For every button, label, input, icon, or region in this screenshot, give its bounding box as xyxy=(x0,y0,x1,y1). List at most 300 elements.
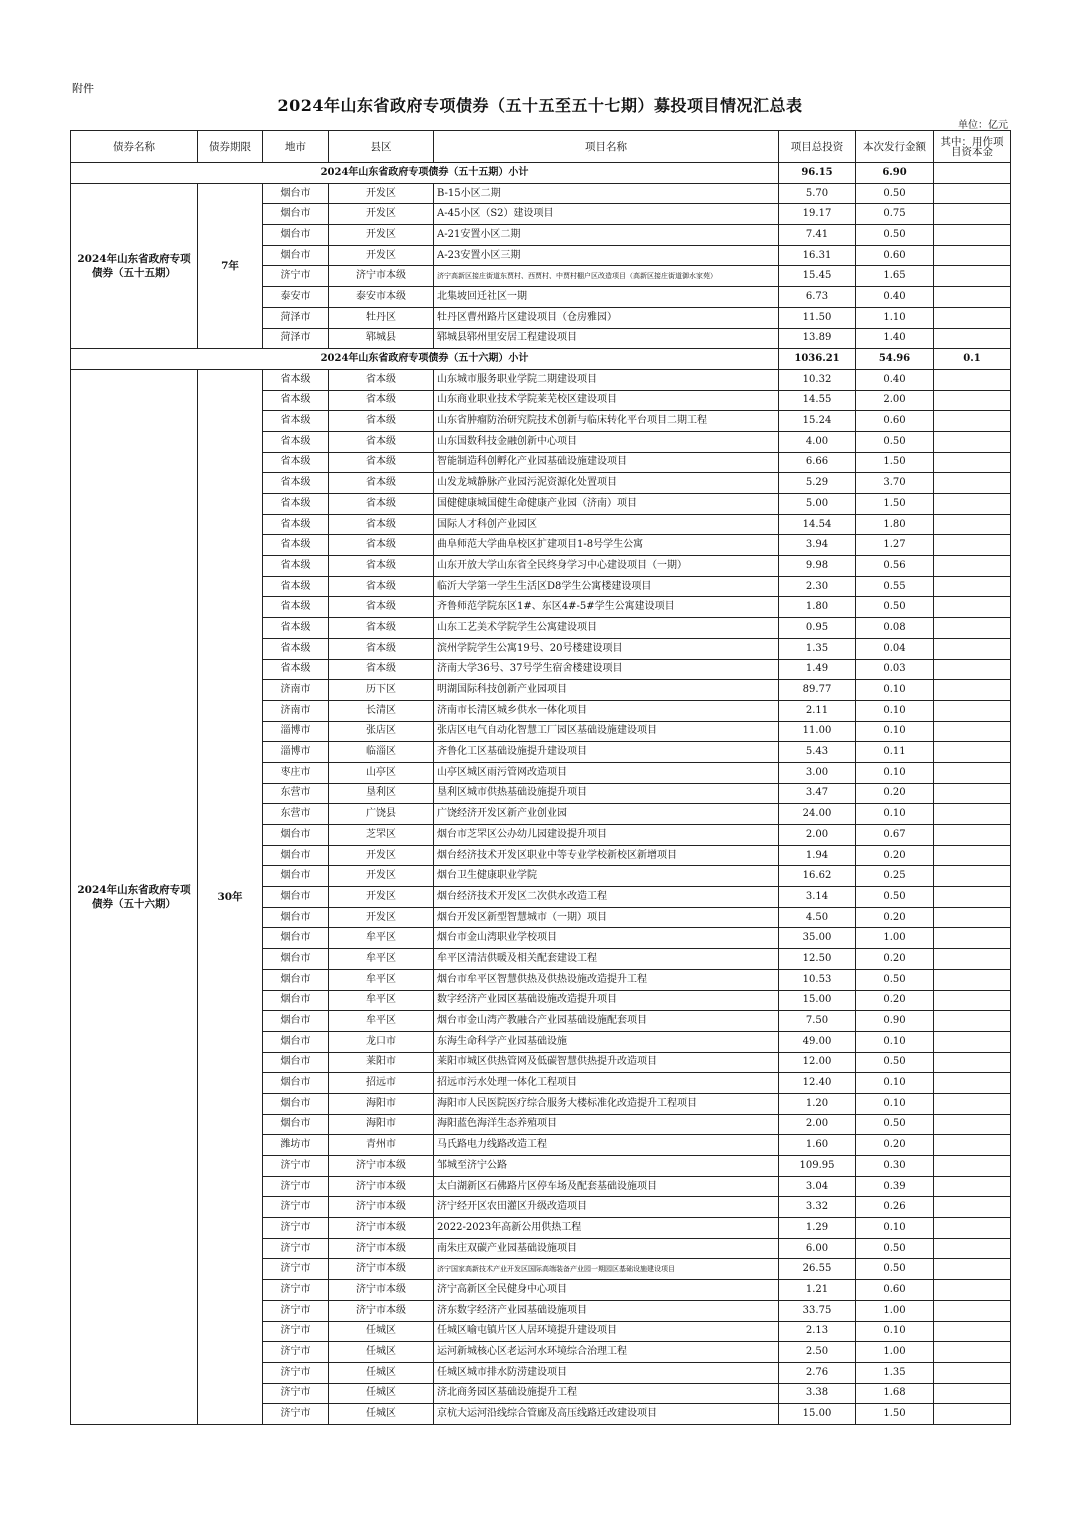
city-cell: 省本级 xyxy=(263,576,329,597)
project-name-cell: 海阳市人民医院医疗综合服务大楼标准化改造提升工程项目 xyxy=(434,1093,779,1114)
subtotal-row xyxy=(71,349,1011,370)
district-cell: 莱阳市 xyxy=(329,1052,434,1073)
issue-amount-cell: 1.40 xyxy=(856,328,934,349)
issue-amount-cell: 0.50 xyxy=(856,431,934,452)
district-cell: 山亭区 xyxy=(329,762,434,783)
city-cell: 东营市 xyxy=(263,804,329,825)
district-cell: 省本级 xyxy=(329,535,434,556)
capital-cell xyxy=(934,721,1011,742)
capital-cell xyxy=(934,1342,1011,1363)
capital-cell xyxy=(934,804,1011,825)
issue-amount-cell: 0.50 xyxy=(856,1114,934,1135)
capital-cell xyxy=(934,411,1011,432)
project-name-cell: A-21安置小区二期 xyxy=(434,225,779,246)
total-investment-cell: 3.14 xyxy=(779,887,856,908)
total-investment-cell: 3.32 xyxy=(779,1197,856,1218)
subtotal-row xyxy=(71,163,1011,184)
city-cell: 烟台市 xyxy=(263,969,329,990)
issue-amount-cell: 0.10 xyxy=(856,762,934,783)
capital-cell xyxy=(934,535,1011,556)
total-investment-cell: 3.00 xyxy=(779,762,856,783)
project-name-cell: 牡丹区曹州路片区建设项目（仓房雅园） xyxy=(434,307,779,328)
subtotal-total: 96.15 xyxy=(779,163,856,184)
district-cell: 长清区 xyxy=(329,700,434,721)
issue-amount-cell: 0.39 xyxy=(856,1176,934,1197)
total-investment-cell: 14.54 xyxy=(779,514,856,535)
issue-amount-cell: 0.20 xyxy=(856,949,934,970)
city-cell: 省本级 xyxy=(263,535,329,556)
total-investment-cell: 35.00 xyxy=(779,928,856,949)
district-cell: 开发区 xyxy=(329,907,434,928)
total-investment-cell: 6.00 xyxy=(779,1238,856,1259)
project-name-cell: 运河新城核心区老运河水环境综合治理工程 xyxy=(434,1342,779,1363)
project-name-cell: 山亭区城区雨污管网改造项目 xyxy=(434,762,779,783)
subtotal-capital xyxy=(934,163,1011,184)
project-name-cell: 烟台卫生健康职业学院 xyxy=(434,866,779,887)
total-investment-cell: 89.77 xyxy=(779,680,856,701)
district-cell: 海阳市 xyxy=(329,1093,434,1114)
capital-cell xyxy=(934,1383,1011,1404)
city-cell: 省本级 xyxy=(263,659,329,680)
total-investment-cell: 5.70 xyxy=(779,183,856,204)
capital-cell xyxy=(934,576,1011,597)
city-cell: 省本级 xyxy=(263,411,329,432)
project-name-cell: 山东开放大学山东省全民终身学习中心建设项目（一期） xyxy=(434,556,779,577)
city-cell: 省本级 xyxy=(263,473,329,494)
project-name-cell: 牟平区清洁供暖及相关配套建设工程 xyxy=(434,949,779,970)
capital-cell xyxy=(934,638,1011,659)
total-investment-cell: 3.94 xyxy=(779,535,856,556)
project-name-cell: 济宁高新区接庄街道东贾村、西贾村、中贾村棚户区改造项目（高新区接庄街道御水家苑） xyxy=(434,266,779,287)
issue-amount-cell: 0.90 xyxy=(856,1011,934,1032)
total-investment-cell: 4.50 xyxy=(779,907,856,928)
total-investment-cell: 1.49 xyxy=(779,659,856,680)
city-cell: 省本级 xyxy=(263,494,329,515)
header-district: 县区 xyxy=(329,131,434,163)
project-name-cell: 南朱庄双碳产业园基础设施项目 xyxy=(434,1238,779,1259)
city-cell: 济宁市 xyxy=(263,1383,329,1404)
project-name-cell: 招远市污水处理一体化工程项目 xyxy=(434,1073,779,1094)
project-summary-table xyxy=(70,130,1011,1425)
issue-amount-cell: 0.40 xyxy=(856,369,934,390)
project-name-cell: 任城区喻屯镇片区人居环境提升建设项目 xyxy=(434,1321,779,1342)
city-cell: 烟台市 xyxy=(263,990,329,1011)
issue-amount-cell: 1.50 xyxy=(856,1404,934,1425)
project-name-cell: 数字经济产业园区基础设施改造提升项目 xyxy=(434,990,779,1011)
project-name-cell: 齐鲁化工区基础设施提升建设项目 xyxy=(434,742,779,763)
district-cell: 任城区 xyxy=(329,1321,434,1342)
city-cell: 烟台市 xyxy=(263,845,329,866)
city-cell: 济宁市 xyxy=(263,266,329,287)
district-cell: 牟平区 xyxy=(329,969,434,990)
capital-cell xyxy=(934,825,1011,846)
project-name-cell: 垦利区城市供热基础设施提升项目 xyxy=(434,783,779,804)
issue-amount-cell: 1.50 xyxy=(856,452,934,473)
city-cell: 济宁市 xyxy=(263,1218,329,1239)
issue-amount-cell: 0.04 xyxy=(856,638,934,659)
bond-name-cell: 2024年山东省政府专项债券（五十五期） xyxy=(71,183,198,349)
capital-cell xyxy=(934,1197,1011,1218)
project-name-cell: 济南大学36号、37号学生宿舍楼建设项目 xyxy=(434,659,779,680)
total-investment-cell: 10.32 xyxy=(779,369,856,390)
project-name-cell: 太白湖新区石佛路片区停车场及配套基础设施项目 xyxy=(434,1176,779,1197)
issue-amount-cell: 3.70 xyxy=(856,473,934,494)
total-investment-cell: 9.98 xyxy=(779,556,856,577)
city-cell: 济宁市 xyxy=(263,1404,329,1425)
capital-cell xyxy=(934,928,1011,949)
total-investment-cell: 12.50 xyxy=(779,949,856,970)
city-cell: 济宁市 xyxy=(263,1259,329,1280)
district-cell: 省本级 xyxy=(329,431,434,452)
capital-cell xyxy=(934,245,1011,266)
city-cell: 烟台市 xyxy=(263,866,329,887)
city-cell: 菏泽市 xyxy=(263,307,329,328)
city-cell: 烟台市 xyxy=(263,907,329,928)
total-investment-cell: 3.38 xyxy=(779,1383,856,1404)
city-cell: 烟台市 xyxy=(263,949,329,970)
issue-amount-cell: 0.10 xyxy=(856,680,934,701)
city-cell: 省本级 xyxy=(263,452,329,473)
capital-cell xyxy=(934,1238,1011,1259)
capital-cell xyxy=(934,1321,1011,1342)
project-name-cell: B-15小区二期 xyxy=(434,183,779,204)
total-investment-cell: 2.00 xyxy=(779,825,856,846)
city-cell: 淄博市 xyxy=(263,721,329,742)
total-investment-cell: 12.00 xyxy=(779,1052,856,1073)
total-investment-cell: 1.35 xyxy=(779,638,856,659)
header-term: 债券期限 xyxy=(198,131,263,163)
total-investment-cell: 16.62 xyxy=(779,866,856,887)
total-investment-cell: 1.29 xyxy=(779,1218,856,1239)
district-cell: 济宁市本级 xyxy=(329,1259,434,1280)
total-investment-cell: 1.20 xyxy=(779,1093,856,1114)
total-investment-cell: 19.17 xyxy=(779,204,856,225)
district-cell: 郓城县 xyxy=(329,328,434,349)
issue-amount-cell: 0.50 xyxy=(856,225,934,246)
capital-cell xyxy=(934,597,1011,618)
issue-amount-cell: 0.40 xyxy=(856,287,934,308)
issue-amount-cell: 0.50 xyxy=(856,969,934,990)
subtotal-total: 1036.21 xyxy=(779,349,856,370)
issue-amount-cell: 1.35 xyxy=(856,1362,934,1383)
issue-amount-cell: 2.00 xyxy=(856,390,934,411)
capital-cell xyxy=(934,431,1011,452)
project-name-cell: 山发龙城静脉产业园污泥资源化处置项目 xyxy=(434,473,779,494)
project-name-cell: 任城区城市排水防涝建设项目 xyxy=(434,1362,779,1383)
subtotal-capital: 0.1 xyxy=(934,349,1011,370)
subtotal-label: 2024年山东省政府专项债券（五十六期）小计 xyxy=(71,349,779,370)
subtotal-issued: 54.96 xyxy=(856,349,934,370)
issue-amount-cell: 0.25 xyxy=(856,866,934,887)
city-cell: 烟台市 xyxy=(263,1031,329,1052)
issue-amount-cell: 0.60 xyxy=(856,411,934,432)
capital-cell xyxy=(934,266,1011,287)
district-cell: 广饶县 xyxy=(329,804,434,825)
capital-cell xyxy=(934,494,1011,515)
total-investment-cell: 7.41 xyxy=(779,225,856,246)
header-bond-name: 债券名称 xyxy=(71,131,198,163)
issue-amount-cell: 0.10 xyxy=(856,804,934,825)
subtotal-issued: 6.90 xyxy=(856,163,934,184)
project-name-cell: 烟台开发区新型智慧城市（一期）项目 xyxy=(434,907,779,928)
city-cell: 烟台市 xyxy=(263,1114,329,1135)
district-cell: 牟平区 xyxy=(329,990,434,1011)
district-cell: 任城区 xyxy=(329,1362,434,1383)
capital-cell xyxy=(934,1176,1011,1197)
city-cell: 烟台市 xyxy=(263,825,329,846)
district-cell: 济宁市本级 xyxy=(329,1197,434,1218)
total-investment-cell: 3.47 xyxy=(779,783,856,804)
city-cell: 济宁市 xyxy=(263,1300,329,1321)
issue-amount-cell: 0.20 xyxy=(856,990,934,1011)
issue-amount-cell: 0.60 xyxy=(856,245,934,266)
district-cell: 省本级 xyxy=(329,659,434,680)
project-name-cell: 山东工艺美术学院学生公寓建设项目 xyxy=(434,618,779,639)
district-cell: 历下区 xyxy=(329,680,434,701)
project-name-cell: 烟台市金山湾职业学校项目 xyxy=(434,928,779,949)
project-name-cell: 济北商务园区基础设施提升工程 xyxy=(434,1383,779,1404)
project-name-cell: 郓城县郓州里安居工程建设项目 xyxy=(434,328,779,349)
city-cell: 烟台市 xyxy=(263,204,329,225)
capital-cell xyxy=(934,887,1011,908)
district-cell: 省本级 xyxy=(329,494,434,515)
capital-cell xyxy=(934,1093,1011,1114)
city-cell: 东营市 xyxy=(263,783,329,804)
district-cell: 青州市 xyxy=(329,1135,434,1156)
district-cell: 济宁市本级 xyxy=(329,1218,434,1239)
district-cell: 张店区 xyxy=(329,721,434,742)
project-name-cell: 京杭大运河沿线综合管廊及高压线路迁改建设项目 xyxy=(434,1404,779,1425)
total-investment-cell: 26.55 xyxy=(779,1259,856,1280)
project-name-cell: A-45小区（S2）建设项目 xyxy=(434,204,779,225)
issue-amount-cell: 0.10 xyxy=(856,1218,934,1239)
capital-cell xyxy=(934,700,1011,721)
district-cell: 省本级 xyxy=(329,390,434,411)
total-investment-cell: 2.13 xyxy=(779,1321,856,1342)
issue-amount-cell: 0.50 xyxy=(856,1052,934,1073)
project-name-cell: 烟台经济技术开发区职业中等专业学校新校区新增项目 xyxy=(434,845,779,866)
page-title: 2024年山东省政府专项债券（五十五至五十七期）募投项目情况汇总表 xyxy=(277,96,803,115)
issue-amount-cell: 0.10 xyxy=(856,1073,934,1094)
capital-cell xyxy=(934,307,1011,328)
issue-amount-cell: 0.50 xyxy=(856,597,934,618)
capital-cell xyxy=(934,225,1011,246)
issue-amount-cell: 0.55 xyxy=(856,576,934,597)
project-name-cell: 智能制造科创孵化产业园基础设施建设项目 xyxy=(434,452,779,473)
issue-amount-cell: 0.56 xyxy=(856,556,934,577)
capital-cell xyxy=(934,1135,1011,1156)
city-cell: 省本级 xyxy=(263,638,329,659)
total-investment-cell: 4.00 xyxy=(779,431,856,452)
district-cell: 济宁市本级 xyxy=(329,1176,434,1197)
project-name-cell: 山东城市服务职业学院二期建设项目 xyxy=(434,369,779,390)
district-cell: 省本级 xyxy=(329,597,434,618)
district-cell: 省本级 xyxy=(329,473,434,494)
total-investment-cell: 109.95 xyxy=(779,1156,856,1177)
project-name-cell: 广饶经济开发区新产业创业园 xyxy=(434,804,779,825)
capital-cell xyxy=(934,866,1011,887)
header-capital: 其中：用作项目资本金 xyxy=(934,131,1011,163)
issue-amount-cell: 0.50 xyxy=(856,1259,934,1280)
city-cell: 烟台市 xyxy=(263,1073,329,1094)
total-investment-cell: 5.43 xyxy=(779,742,856,763)
total-investment-cell: 3.04 xyxy=(779,1176,856,1197)
project-name-cell: 明湖国际科技创新产业园项目 xyxy=(434,680,779,701)
district-cell: 开发区 xyxy=(329,204,434,225)
table-row xyxy=(71,183,1011,204)
capital-cell xyxy=(934,1404,1011,1425)
district-cell: 省本级 xyxy=(329,618,434,639)
district-cell: 济宁市本级 xyxy=(329,266,434,287)
header-issue-amount: 本次发行金额 xyxy=(856,131,934,163)
district-cell: 省本级 xyxy=(329,411,434,432)
district-cell: 牟平区 xyxy=(329,1011,434,1032)
capital-cell xyxy=(934,1052,1011,1073)
project-name-cell: 邹城至济宁公路 xyxy=(434,1156,779,1177)
capital-cell xyxy=(934,1218,1011,1239)
total-investment-cell: 2.11 xyxy=(779,700,856,721)
city-cell: 济宁市 xyxy=(263,1176,329,1197)
total-investment-cell: 5.00 xyxy=(779,494,856,515)
district-cell: 任城区 xyxy=(329,1404,434,1425)
issue-amount-cell: 0.10 xyxy=(856,721,934,742)
capital-cell xyxy=(934,369,1011,390)
header-total-investment: 项目总投资 xyxy=(779,131,856,163)
issue-amount-cell: 1.68 xyxy=(856,1383,934,1404)
project-name-cell: 莱阳市城区供热管网及低碳智慧供热提升改造项目 xyxy=(434,1052,779,1073)
district-cell: 开发区 xyxy=(329,245,434,266)
total-investment-cell: 1.94 xyxy=(779,845,856,866)
total-investment-cell: 1.60 xyxy=(779,1135,856,1156)
city-cell: 泰安市 xyxy=(263,287,329,308)
capital-cell xyxy=(934,514,1011,535)
city-cell: 烟台市 xyxy=(263,928,329,949)
total-investment-cell: 49.00 xyxy=(779,1031,856,1052)
city-cell: 济南市 xyxy=(263,700,329,721)
issue-amount-cell: 1.50 xyxy=(856,494,934,515)
total-investment-cell: 7.50 xyxy=(779,1011,856,1032)
city-cell: 省本级 xyxy=(263,556,329,577)
capital-cell xyxy=(934,783,1011,804)
capital-cell xyxy=(934,328,1011,349)
project-name-cell: 烟台市金山湾产教融合产业园基础设施配套项目 xyxy=(434,1011,779,1032)
capital-cell xyxy=(934,1073,1011,1094)
issue-amount-cell: 0.10 xyxy=(856,1093,934,1114)
district-cell: 开发区 xyxy=(329,225,434,246)
issue-amount-cell: 0.10 xyxy=(856,700,934,721)
header-project-name: 项目名称 xyxy=(434,131,779,163)
capital-cell xyxy=(934,1362,1011,1383)
project-name-cell: 国际人才科创产业园区 xyxy=(434,514,779,535)
capital-cell xyxy=(934,204,1011,225)
district-cell: 泰安市本级 xyxy=(329,287,434,308)
issue-amount-cell: 0.50 xyxy=(856,1238,934,1259)
table-body xyxy=(71,163,1011,1425)
city-cell: 枣庄市 xyxy=(263,762,329,783)
city-cell: 省本级 xyxy=(263,597,329,618)
total-investment-cell: 11.00 xyxy=(779,721,856,742)
city-cell: 烟台市 xyxy=(263,1052,329,1073)
city-cell: 淄博市 xyxy=(263,742,329,763)
project-name-cell: 国健健康城国健生命健康产业园（济南）项目 xyxy=(434,494,779,515)
issue-amount-cell: 0.60 xyxy=(856,1280,934,1301)
table-row xyxy=(71,369,1011,390)
city-cell: 济宁市 xyxy=(263,1197,329,1218)
total-investment-cell: 0.95 xyxy=(779,618,856,639)
total-investment-cell: 10.53 xyxy=(779,969,856,990)
capital-cell xyxy=(934,907,1011,928)
city-cell: 济宁市 xyxy=(263,1280,329,1301)
capital-cell xyxy=(934,473,1011,494)
total-investment-cell: 11.50 xyxy=(779,307,856,328)
capital-cell xyxy=(934,1300,1011,1321)
issue-amount-cell: 0.75 xyxy=(856,204,934,225)
district-cell: 省本级 xyxy=(329,452,434,473)
project-name-cell: 北集坡回迁社区一期 xyxy=(434,287,779,308)
city-cell: 烟台市 xyxy=(263,1011,329,1032)
capital-cell xyxy=(934,1114,1011,1135)
district-cell: 济宁市本级 xyxy=(329,1280,434,1301)
district-cell: 临淄区 xyxy=(329,742,434,763)
project-name-cell: 烟台经济技术开发区二次供水改造工程 xyxy=(434,887,779,908)
issue-amount-cell: 0.20 xyxy=(856,1135,934,1156)
total-investment-cell: 24.00 xyxy=(779,804,856,825)
project-name-cell: 东海生命科学产业园基础设施 xyxy=(434,1031,779,1052)
district-cell: 开发区 xyxy=(329,845,434,866)
district-cell: 任城区 xyxy=(329,1342,434,1363)
city-cell: 烟台市 xyxy=(263,245,329,266)
issue-amount-cell: 0.20 xyxy=(856,783,934,804)
total-investment-cell: 5.29 xyxy=(779,473,856,494)
capital-cell xyxy=(934,845,1011,866)
project-name-cell: 济宁经开区农田灌区升级改造项目 xyxy=(434,1197,779,1218)
district-cell: 牟平区 xyxy=(329,928,434,949)
issue-amount-cell: 0.20 xyxy=(856,845,934,866)
total-investment-cell: 6.73 xyxy=(779,287,856,308)
issue-amount-cell: 0.50 xyxy=(856,183,934,204)
issue-amount-cell: 0.08 xyxy=(856,618,934,639)
district-cell: 开发区 xyxy=(329,866,434,887)
city-cell: 省本级 xyxy=(263,431,329,452)
city-cell: 菏泽市 xyxy=(263,328,329,349)
project-name-cell: 山东商业职业技术学院莱芜校区建设项目 xyxy=(434,390,779,411)
project-name-cell: 烟台市牟平区智慧供热及供热设施改造提升工程 xyxy=(434,969,779,990)
issue-amount-cell: 0.26 xyxy=(856,1197,934,1218)
district-cell: 济宁市本级 xyxy=(329,1238,434,1259)
total-investment-cell: 15.00 xyxy=(779,990,856,1011)
city-cell: 省本级 xyxy=(263,390,329,411)
total-investment-cell: 1.21 xyxy=(779,1280,856,1301)
unit-label: 单位：亿元 xyxy=(958,120,1008,131)
district-cell: 省本级 xyxy=(329,369,434,390)
project-name-cell: 曲阜师范大学曲阜校区扩建项目1-8号学生公寓 xyxy=(434,535,779,556)
capital-cell xyxy=(934,1156,1011,1177)
city-cell: 济宁市 xyxy=(263,1321,329,1342)
project-name-cell: 山东省肿瘤防治研究院技术创新与临床转化平台项目二期工程 xyxy=(434,411,779,432)
capital-cell xyxy=(934,556,1011,577)
total-investment-cell: 2.50 xyxy=(779,1342,856,1363)
total-investment-cell: 2.00 xyxy=(779,1114,856,1135)
capital-cell xyxy=(934,183,1011,204)
project-name-cell: 济南市长清区城乡供水一体化项目 xyxy=(434,700,779,721)
city-cell: 潍坊市 xyxy=(263,1135,329,1156)
issue-amount-cell: 0.67 xyxy=(856,825,934,846)
district-cell: 省本级 xyxy=(329,514,434,535)
issue-amount-cell: 0.11 xyxy=(856,742,934,763)
district-cell: 济宁市本级 xyxy=(329,1156,434,1177)
capital-cell xyxy=(934,1280,1011,1301)
city-cell: 济南市 xyxy=(263,680,329,701)
